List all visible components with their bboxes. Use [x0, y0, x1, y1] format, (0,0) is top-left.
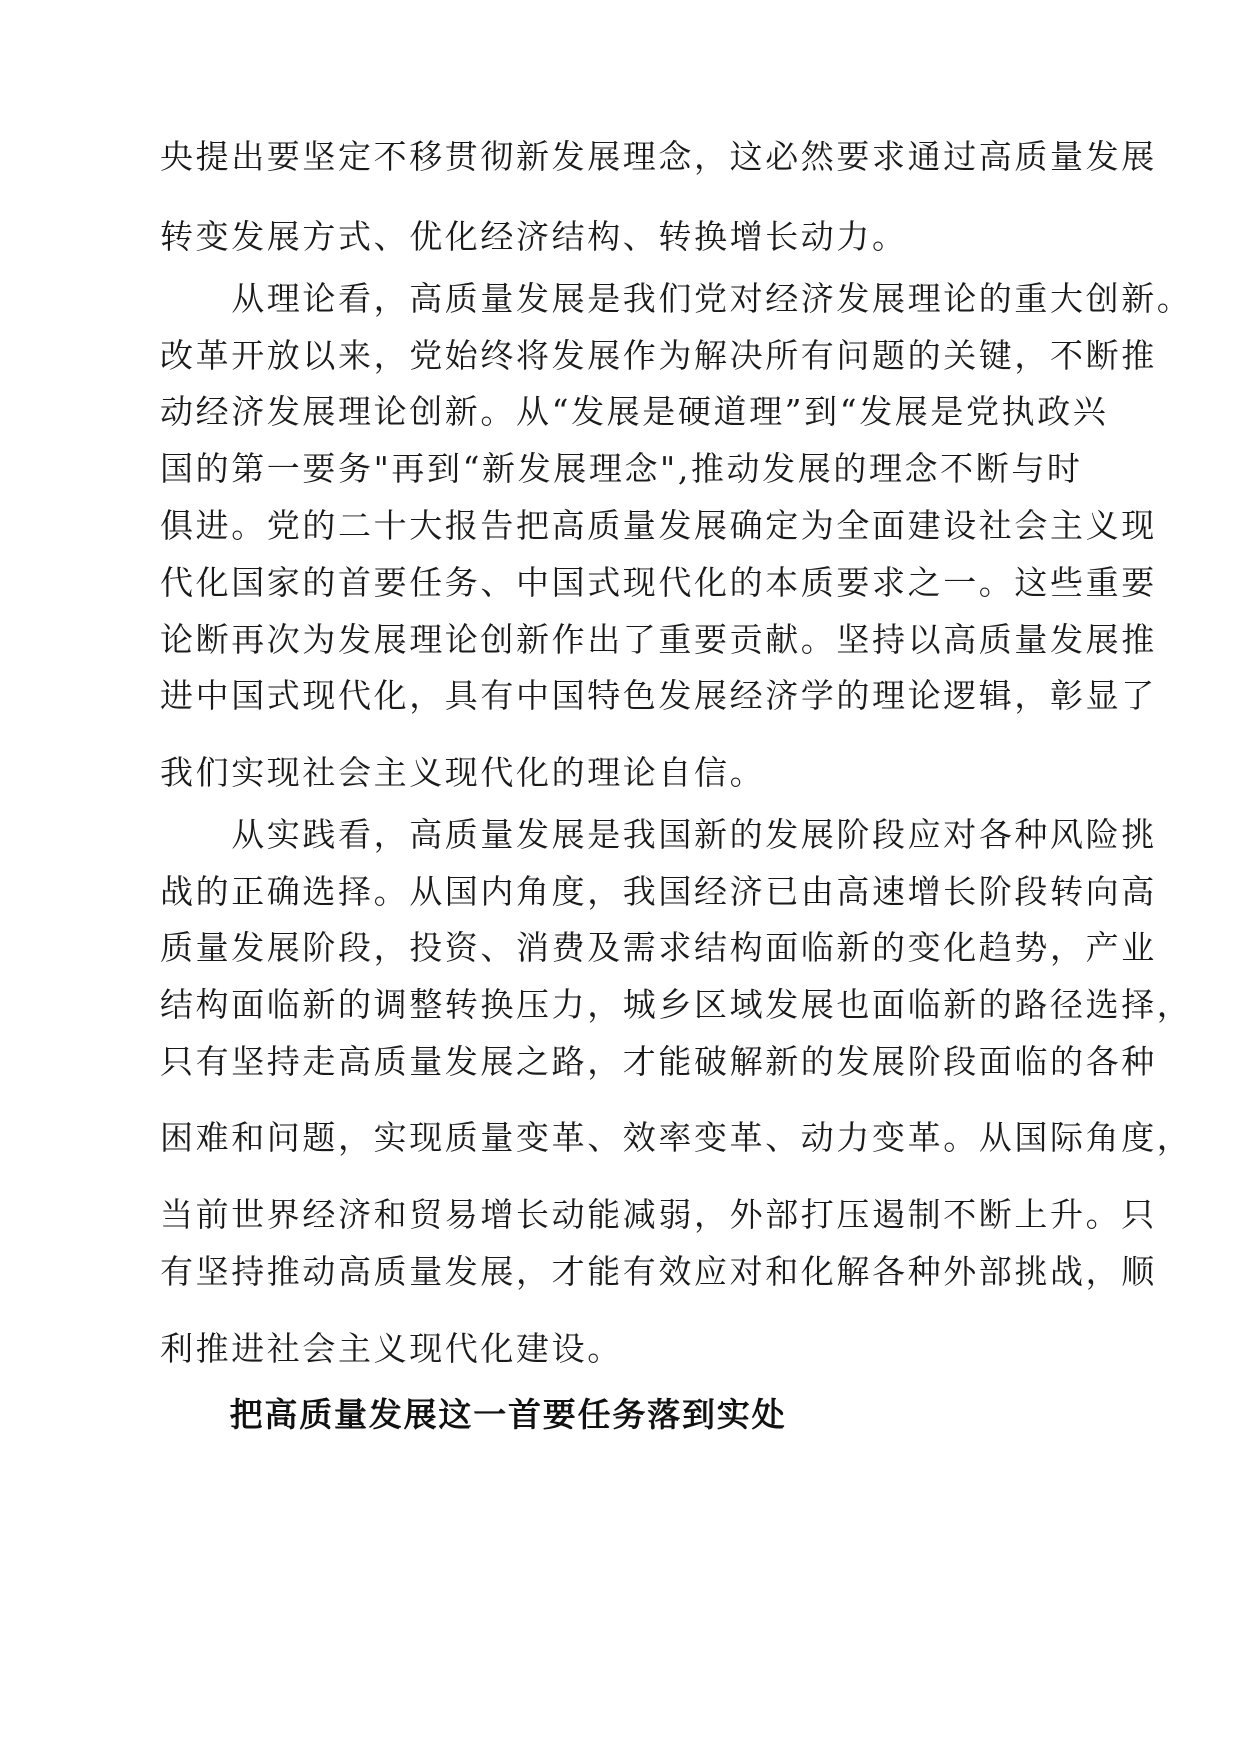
- section-heading: 把高质量发展这一首要任务落到实处: [160, 1395, 787, 1434]
- body-line: 央提出要坚定不移贯彻新发展理念，这必然要求通过高质量发展: [160, 137, 1157, 176]
- body-line: 结构面临新的调整转换压力，城乡区域发展也面临新的路径选择，: [160, 985, 1193, 1024]
- body-line: 进中国式现代化，具有中国特色发展经济学的理论逻辑，彰显了: [160, 676, 1157, 715]
- body-line: 我们实现社会主义现代化的理论自信。: [160, 753, 766, 792]
- body-line: 改革开放以来，党始终将发展作为解决所有问题的关键，不断推: [160, 336, 1157, 375]
- body-line: 利推进社会主义现代化建设。: [160, 1329, 623, 1368]
- body-line: 只有坚持走高质量发展之路，才能破解新的发展阶段面临的各种: [160, 1042, 1157, 1081]
- body-line: 代化国家的首要任务、中国式现代化的本质要求之一。这些重要: [160, 563, 1157, 602]
- body-line: 国的第一要务"再到“新发展理念",推动发展的理念不断与时: [160, 449, 1083, 488]
- body-line: 当前世界经济和贸易增长动能减弱，外部打压遏制不断上升。只: [160, 1195, 1157, 1234]
- body-line: 战的正确选择。从国内角度，我国经济已由高速增长阶段转向高: [160, 872, 1157, 911]
- body-line: 俱进。党的二十大报告把高质量发展确定为全面建设社会主义现: [160, 506, 1157, 545]
- body-line: 质量发展阶段，投资、消费及需求结构面临新的变化趋势，产业: [160, 928, 1157, 967]
- paragraph-start-line: 从理论看，高质量发展是我们党对经济发展理论的重大创新。: [160, 279, 1193, 318]
- paragraph-start-line: 从实践看，高质量发展是我国新的发展阶段应对各种风险挑: [160, 815, 1157, 854]
- body-line: 转变发展方式、优化经济结构、转换增长动力。: [160, 217, 908, 256]
- body-line: 论断再次为发展理论创新作出了重要贡献。坚持以高质量发展推: [160, 620, 1157, 659]
- body-line: 动经济发展理论创新。从“发展是硬道理”到“发展是党执政兴: [160, 392, 1109, 431]
- body-line: 有坚持推动高质量发展，才能有效应对和化解各种外部挑战，顺: [160, 1252, 1157, 1291]
- body-line: 困难和问题，实现质量变革、效率变革、动力变革。从国际角度，: [160, 1118, 1193, 1157]
